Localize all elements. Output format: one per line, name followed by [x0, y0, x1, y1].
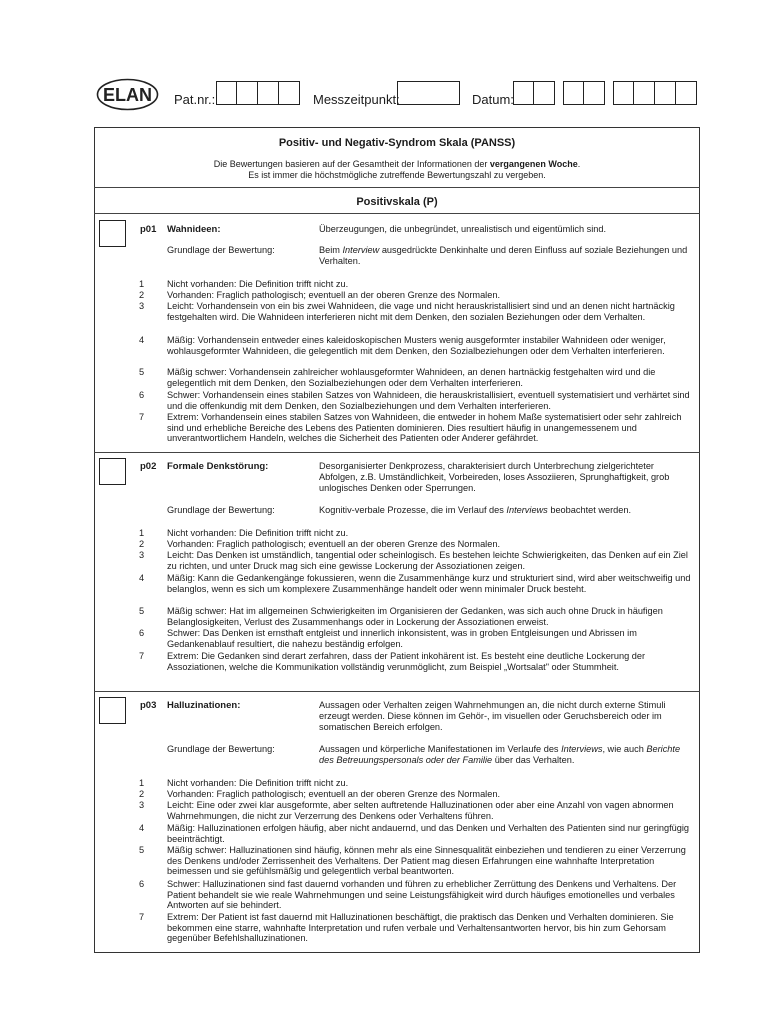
- intro-line1-post: .: [577, 159, 581, 169]
- divider: [94, 452, 700, 453]
- datum-year-4[interactable]: [676, 81, 697, 105]
- score-box-p01[interactable]: [99, 220, 126, 247]
- patnr-label: Pat.nr.:: [174, 92, 216, 107]
- level-text: Mäßig schwer: Halluzinationen sind häufig, können mehr als eine Sinnesqualität einbeziehen und tendieren zu einer Verzerrung des Denkens und/oder Zerrissenheit des Verhaltens. Der Patient mag diesen Erfahrungen eine wahnhafte Interpretation beimessen und sie gefühlsmäßig und gelegentlich verbal beantworten.: [167, 845, 686, 877]
- item-basis: Beim Interview ausgedrückte Denkinhalte und deren Einfluss auf soziale Beziehungen und Verhalten.: [319, 245, 688, 267]
- divider: [94, 213, 700, 214]
- level-text: Vorhanden: Fraglich pathologisch; eventuell an der oberen Grenze des Normalen.: [167, 539, 500, 549]
- divider: [94, 691, 700, 692]
- score-box-p03[interactable]: [99, 697, 126, 724]
- level-number: 1: [139, 279, 145, 289]
- messzeitpunkt-label: Messzeitpunkt:: [313, 92, 400, 107]
- level-text: Mäßig: Halluzinationen erfolgen häufig, aber nicht andauernd, und das Denken und Verhalten des Patienten sind nur geringfügig beeinträchtigt.: [167, 823, 690, 844]
- elan-logo: [96, 78, 159, 111]
- level-text: Schwer: Vorhandensein eines stabilen Satzes von Wahnideen, die herauskristallisiert, eventuell systematisiert und verhärtet sind und die offenkundig mit dem Denken, den Sozialbeziehungen und dem Verhalten interferieren.: [167, 390, 690, 411]
- level-text: Mäßig: Kann die Gedankengänge fokussieren, wenn die Zusammenhänge kurz und strukturiert sind, wird aber weitschweifig und belanglos, wenn es sich um komplexere Zusammenhänge handelt oder wenn minimaler Druck besteht.: [167, 573, 691, 594]
- form-title: Positiv- und Negativ-Syndrom Skala (PANSS): [278, 137, 516, 149]
- item-basis: Kognitiv-verbale Prozesse, die im Verlauf des Interviews beobachtet werden.: [319, 505, 632, 515]
- level-text: Extrem: Der Patient ist fast dauernd mit Halluzinationen beschäftigt, die praktisch das Denken und Verhalten dominieren. Sie bekommen eine starre, wahnhafte Interpretation und rufen verbale und Verhaltensantworten hervor, bis hin zum Gehorsam gegenüber Befehlshalluzinationen.: [167, 912, 674, 944]
- intro-line2: Es ist immer die höchstmögliche zutreffende Bewertungszahl zu vergeben.: [248, 170, 546, 180]
- basis-label: Grundlage der Bewertung:: [167, 744, 275, 754]
- level-number: 7: [139, 412, 145, 422]
- level-number: 3: [139, 550, 145, 560]
- messzeitpunkt-field[interactable]: [397, 81, 460, 105]
- section-title: Positivskala (P): [356, 196, 438, 208]
- level-text: Extrem: Die Gedanken sind derart zerfahren, dass der Patient inkohärent ist. Es besteht eine deutliche Lockerung der Assoziationen, welche die Kommunikation vollständig verunmöglicht, zum Beispiel „Wortsalat" oder Stummheit.: [167, 651, 646, 672]
- level-number: 3: [139, 800, 145, 810]
- level-number: 6: [139, 628, 145, 638]
- level-text: Nicht vorhanden: Die Definition trifft nicht zu.: [167, 778, 349, 788]
- level-number: 7: [139, 912, 145, 922]
- level-text: Mäßig schwer: Hat im allgemeinen Schwierigkeiten im Organisieren der Gedanken, was sich auch ohne Druck in häufigen Belanglosigkeiten, Verlust des Zusammenhangs oder in Lockerung der Assoziationen erweist.: [167, 606, 663, 627]
- datum-day-2[interactable]: [534, 81, 555, 105]
- datum-year-2[interactable]: [634, 81, 655, 105]
- level-text: Mäßig: Vorhandensein entweder eines kaleidoskopischen Musters wenig ausgeformter instabiler Wahnideen oder weniger, wohlausgeformter Wahnideen, die gelegentlich mit dem Denken, den Sozialbeziehungen oder dem Verhalten interferieren.: [167, 335, 666, 356]
- item-code: p02: [140, 461, 157, 472]
- level-text: Schwer: Halluzinationen sind fast dauernd vorhanden und führen zu erheblicher Zerrüttung des Denkens und Verhaltens. Der Patient behandelt sie wie reale Wahrnehmungen und seine Leistungsfähigkeit wird durch häufiges emotionelles und verbales Antworten auf sie behindert.: [167, 879, 677, 911]
- divider: [94, 187, 700, 188]
- level-text: Vorhanden: Fraglich pathologisch; eventuell an der oberen Grenze des Normalen.: [167, 290, 500, 300]
- level-number: 6: [139, 390, 145, 400]
- item-code: p01: [140, 224, 157, 235]
- level-number: 2: [139, 789, 145, 799]
- datum-day-1[interactable]: [513, 81, 534, 105]
- level-number: 1: [139, 778, 145, 788]
- intro-line1-bold: vergangenen Woche: [489, 159, 578, 169]
- item-name: Formale Denkstörung:: [167, 461, 269, 472]
- level-number: 2: [139, 290, 145, 300]
- basis-label: Grundlage der Bewertung:: [167, 245, 275, 255]
- level-text: Leicht: Vorhandensein von ein bis zwei Wahnideen, die vage und nicht herauskristallisiert sind und an denen nicht hartnäckig festgehalten wird. Die Wahnideen interferieren nicht mit dem Denken, den sozialen Beziehungen oder dem Verhalten.: [167, 301, 675, 322]
- level-text: Mäßig schwer: Vorhandensein zahlreicher wohlausgeformter Wahnideen, an denen hartnäckig festgehalten wird und die gelegentlich mit dem Denken, den Sozialbeziehungen oder dem Verhalten interferieren.: [167, 367, 656, 388]
- datum-month-1[interactable]: [563, 81, 584, 105]
- level-number: 5: [139, 367, 145, 377]
- level-text: Leicht: Eine oder zwei klar ausgeformte, aber selten auftretende Halluzinationen oder aber eine Anzahl von vagen abnormen Wahrnehmungen, die nicht zur Verzerrung des Denkens oder Verhaltens führen.: [167, 800, 674, 821]
- patnr-digit-2[interactable]: [237, 81, 258, 105]
- item-code: p03: [140, 700, 157, 711]
- level-number: 5: [139, 845, 145, 855]
- item-definition: Überzeugungen, die unbegründet, unrealistisch und eigentümlich sind.: [319, 224, 607, 234]
- patnr-digit-1[interactable]: [216, 81, 237, 105]
- level-text: Extrem: Vorhandensein eines stabilen Satzes von Wahnideen, die entweder in hohem Maße systematisiert oder sehr zahlreich sind und erhebliche Bereiche des Lebens des Patienten dominieren. Dies resultiert häufig in unangemessenem und unverantwortlichem Handeln, welches die Sicherheit des Patienten oder Anderer gefährdet.: [167, 412, 682, 444]
- form-intro: [94, 159, 700, 181]
- datum-month-2[interactable]: [584, 81, 605, 105]
- score-box-p02[interactable]: [99, 458, 126, 485]
- logo-text: ELAN: [103, 85, 152, 105]
- level-text: Leicht: Das Denken ist umständlich, tangential oder scheinlogisch. Es bestehen leichte Schwierigkeiten, das Denken auf ein Ziel zu richten, und unter Druck mag sich eine gewisse Lockerung der Assoziationen zeigen.: [167, 550, 688, 571]
- datum-label: Datum:: [472, 92, 514, 107]
- intro-line1-pre: Die Bewertungen basieren auf der Gesamtheit der Informationen der: [213, 159, 490, 169]
- level-number: 4: [139, 335, 145, 345]
- level-number: 3: [139, 301, 145, 311]
- patnr-digit-3[interactable]: [258, 81, 279, 105]
- item-definition: Desorganisierter Denkprozess, charakterisiert durch Unterbrechung zielgerichteter Abfolgen, z.B. Umständlichkeit, Vorbeireden, loses Assoziieren, Sprunghaftigkeit, grob unlogisches Denken oder Sperrungen.: [319, 461, 670, 494]
- patnr-digit-4[interactable]: [279, 81, 300, 105]
- level-number: 5: [139, 606, 145, 616]
- item-basis: Aussagen und körperliche Manifestationen im Verlaufe des Interviews, wie auch Berichte des Betreuungspersonals oder der Familie über das Verhalten.: [319, 744, 681, 766]
- level-number: 6: [139, 879, 145, 889]
- level-text: Vorhanden: Fraglich pathologisch; eventuell an der oberen Grenze des Normalen.: [167, 789, 500, 799]
- level-text: Nicht vorhanden: Die Definition trifft nicht zu.: [167, 279, 349, 289]
- level-number: 7: [139, 651, 145, 661]
- level-number: 4: [139, 573, 145, 583]
- datum-year-1[interactable]: [613, 81, 634, 105]
- level-number: 1: [139, 528, 145, 538]
- item-name: Wahnideen:: [167, 224, 221, 235]
- datum-year-3[interactable]: [655, 81, 676, 105]
- level-number: 4: [139, 823, 145, 833]
- item-definition: Aussagen oder Verhalten zeigen Wahrnehmungen an, die nicht durch externe Stimuli erzeugt werden. Diese können im Gehör-, im visuellen oder Geruchsbereich oder im somatischen Bereich erfolgen.: [319, 700, 666, 733]
- basis-label: Grundlage der Bewertung:: [167, 505, 275, 515]
- item-name: Halluzinationen:: [167, 700, 241, 711]
- level-number: 2: [139, 539, 145, 549]
- level-text: Nicht vorhanden: Die Definition trifft nicht zu.: [167, 528, 349, 538]
- level-text: Schwer: Das Denken ist ernsthaft entgleist und innerlich inkonsistent, was in groben Entgleisungen und Abrissen im Gedankenablauf resultiert, die nahezu beständig erfolgen.: [167, 628, 637, 649]
